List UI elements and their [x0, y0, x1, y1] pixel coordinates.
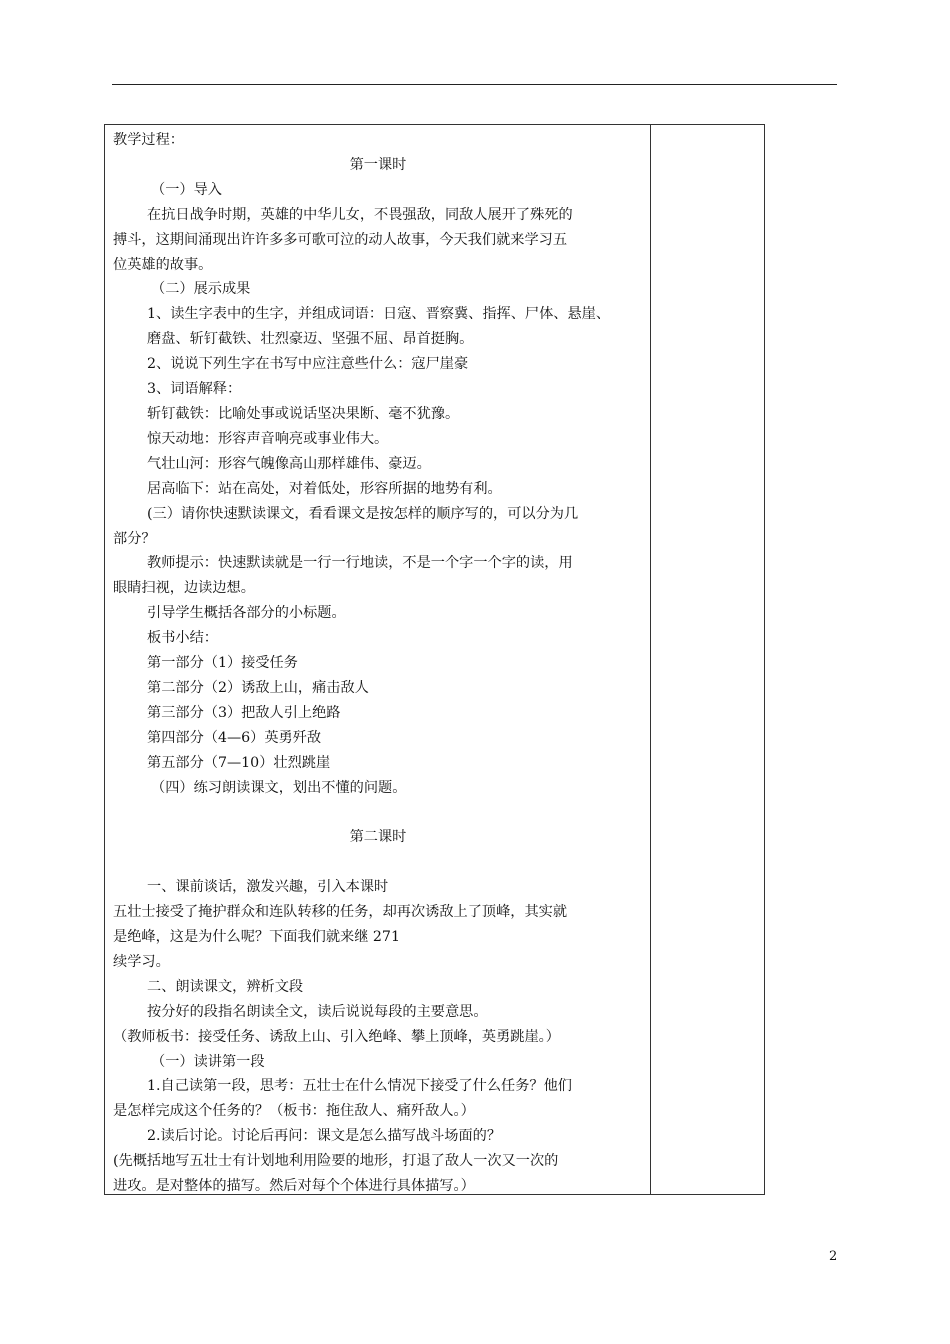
paragraph-line: 搏斗，这期间涌现出许许多多可歌可泣的动人故事，今天我们就来学习五	[113, 231, 568, 248]
section-heading: 教学过程：	[113, 132, 184, 148]
definition-line: 惊天动地：形容声音响亮或事业伟大。	[147, 430, 389, 447]
paragraph-line: 3、词语解释：	[147, 381, 242, 398]
paragraph-line: 是怎样完成这个任务的？（板书：拖住敌人、痛歼敌人。）	[113, 1103, 475, 1120]
paragraph-line: 1、读生字表中的生字，并组成词语：日寇、晋察冀、指挥、尸体、悬崖、	[147, 306, 611, 323]
definition-line: 气壮山河：形容气魄像高山那样雄伟、豪迈。	[147, 455, 431, 472]
definition-line: 斩钉截铁：比喻处事或说话坚决果断、毫不犹豫。	[147, 405, 460, 422]
paragraph-line: 部分？	[113, 530, 156, 547]
subsection-title: （一）读讲第一段	[151, 1053, 265, 1070]
outline-item: 第三部分（3）把敌人引上绝路	[147, 704, 341, 721]
paragraph-line: 五壮士接受了掩护群众和连队转移的任务，却再次诱敌上了顶峰，其实就	[113, 904, 568, 921]
teaching-process-cell	[113, 128, 643, 1199]
outline-item: 第五部分（7—10）壮烈跳崖	[147, 754, 331, 771]
paragraph-line: (三）请你快速默读课文，看看课文是按怎样的顺序写的，可以分为几	[147, 505, 579, 522]
paragraph-line: 引导学生概括各部分的小标题。	[147, 605, 346, 622]
subsection-title: （四）练习朗读课文，划出不懂的问题。	[151, 779, 407, 796]
paragraph-line: 续学习。	[113, 953, 170, 970]
paragraph-line: 按分好的段指名朗读全文，读后说说每段的主要意思。	[147, 1003, 488, 1020]
paragraph-line: 2、说说下列生字在书写中应注意些什么：寇尸崖豪	[147, 356, 469, 373]
paragraph-line: 眼睛扫视，边读边想。	[113, 580, 255, 597]
paragraph-line: （教师板书：接受任务、诱敌上山、引入绝峰、攀上顶峰，英勇跳崖。）	[113, 1028, 560, 1045]
subsection-title: （一）导入	[151, 181, 222, 198]
subsection-title: 一、课前谈话，激发兴趣，引入本课时	[147, 879, 389, 896]
paragraph-line: 板书小结：	[147, 630, 218, 647]
paragraph-line: 磨盘、斩钉截铁、壮烈豪迈、坚强不屈、昂首挺胸。	[147, 331, 474, 348]
paragraph-line: 2.读后讨论。讨论后再问：课文是怎么描写战斗场面的？	[147, 1128, 502, 1145]
paragraph-line: 在抗日战争时期，英雄的中华儿女，不畏强敌，同敌人展开了殊死的	[147, 206, 573, 223]
outline-item: 第二部分（2）诱敌上山，痛击敌人	[147, 679, 369, 696]
notes-column-divider	[650, 125, 651, 1194]
paragraph-line: 1.自己读第一段，思考：五壮士在什么情况下接受了什么任务？他们	[147, 1078, 572, 1095]
lesson-plan-table	[104, 124, 765, 1195]
definition-line: 居高临下：站在高处，对着低处，形容所据的地势有利。	[147, 480, 502, 497]
subsection-title: （二）展示成果	[151, 281, 251, 298]
subsection-title: 二、朗读课文，辨析文段	[147, 978, 304, 995]
outline-item: 第一部分（1）接受任务	[147, 655, 298, 672]
header-rule	[112, 84, 837, 85]
paragraph-line: 是绝峰，这是为什么呢？下面我们就来继 271	[113, 928, 400, 945]
lesson-title: 第二课时	[349, 829, 407, 846]
lesson-title: 第一课时	[349, 156, 407, 173]
paragraph-line: 位英雄的故事。	[113, 256, 213, 273]
page-number: 2	[829, 1249, 838, 1264]
paragraph-line: 教师提示：快速默读就是一行一行地读，不是一个字一个字的读，用	[147, 555, 573, 572]
outline-item: 第四部分（4—6）英勇歼敌	[147, 729, 322, 746]
paragraph-line: (先概括地写五壮士有计划地利用险要的地形，打退了敌人一次又一次的	[113, 1153, 559, 1170]
paragraph-line: 进攻。是对整体的描写。然后对每个个体进行具体描写。）	[113, 1178, 475, 1195]
